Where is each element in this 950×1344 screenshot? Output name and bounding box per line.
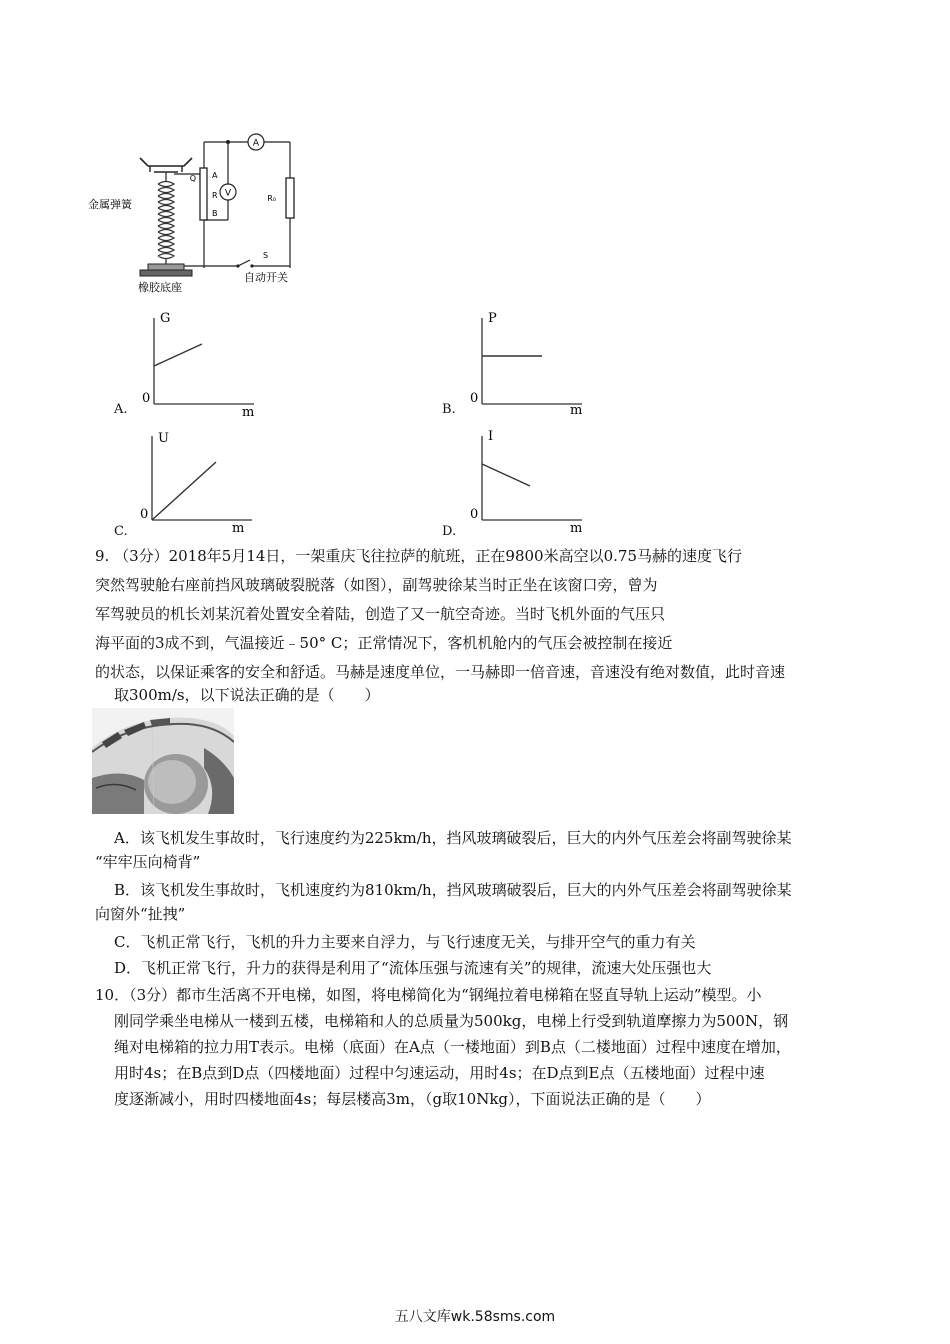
graph-option-c[interactable]: C. U 0 m bbox=[112, 428, 282, 540]
switch-label: 自动开关 bbox=[244, 271, 288, 284]
metal-spring bbox=[158, 172, 174, 264]
graph-d bbox=[464, 428, 608, 540]
airplane-photo bbox=[92, 708, 234, 814]
rubber-base bbox=[148, 264, 184, 270]
svg-text:R: R bbox=[212, 191, 218, 200]
svg-text:V: V bbox=[224, 188, 232, 199]
graph-line bbox=[482, 464, 530, 486]
svg-text:Q: Q bbox=[189, 174, 196, 183]
q9-option-a-cont: “牢牢压向椅背” bbox=[95, 853, 201, 871]
q10-line-2: 刚同学乘坐电梯从一楼到五楼，电梯箱和人的总质量为500kg，电梯上行受到轨道摩擦力为500N，钢 bbox=[114, 1012, 789, 1030]
svg-text:S: S bbox=[263, 251, 269, 260]
resistor-r bbox=[200, 168, 207, 220]
q9-line-6: 取300m/s，以下说法正确的是（ ） bbox=[114, 686, 380, 704]
svg-text:m: m bbox=[570, 403, 583, 418]
footer-watermark: 五八文库wk.58sms.com bbox=[394, 1309, 556, 1325]
q9-line-5: 的状态，以保证乘客的安全和舒适。马赫是速度单位，一马赫即一倍音速，音速没有绝对数值，此时音速 bbox=[95, 663, 786, 681]
q9-option-d[interactable]: D．飞机正常飞行，升力的获得是利用了“流体压强与流速有关”的规律，流速大处压强也大 bbox=[114, 959, 712, 977]
svg-text:A: A bbox=[252, 138, 260, 149]
svg-text:m: m bbox=[242, 405, 255, 418]
graph-option-b[interactable]: B. P 0 m bbox=[440, 308, 610, 418]
svg-text:0: 0 bbox=[140, 507, 149, 522]
svg-text:G: G bbox=[160, 311, 171, 326]
auto-switch bbox=[238, 260, 250, 266]
svg-text:m: m bbox=[570, 521, 583, 536]
graph-line bbox=[154, 344, 202, 366]
q9-line-2: 突然驾驶舱右座前挡风玻璃破裂脱落（如图），副驾驶徐某当时正坐在该窗口旁，曾为 bbox=[95, 576, 658, 594]
spring-label: 金属弹簧 bbox=[88, 198, 132, 211]
resistor-r0 bbox=[286, 178, 294, 218]
q9-option-b[interactable]: B．该飞机发生事故时，飞机速度约为810km/h，挡风玻璃破裂后，巨大的内外气压差会将副驾驶徐某 bbox=[114, 881, 792, 899]
svg-text:0: 0 bbox=[470, 391, 479, 406]
graph-option-a[interactable]: A. G 0 m bbox=[112, 308, 282, 418]
base-label: 橡胶底座 bbox=[138, 281, 182, 294]
q10-line-3: 绳对电梯箱的拉力用T表示。电梯（底面）在A点（一楼地面）到B点（二楼地面）过程中速度在增加， bbox=[114, 1038, 791, 1056]
graph-b bbox=[464, 308, 608, 418]
q9-line-4: 海平面的3成不到，气温接近﹣50° C；正常情况下，客机机舱内的气压会被控制在接近 bbox=[95, 634, 673, 652]
svg-text:I: I bbox=[488, 429, 494, 444]
svg-text:0: 0 bbox=[142, 391, 151, 406]
q10-line-5: 度逐渐减小，用时四楼地面4s；每层楼高3m，（g取10Nkg），下面说法正确的是（ ） bbox=[114, 1090, 711, 1108]
q9-option-a[interactable]: A．该飞机发生事故时，飞行速度约为225km/h，挡风玻璃破裂后，巨大的内外气压差会将副驾驶徐某 bbox=[114, 829, 792, 847]
graph-option-d[interactable]: D. I 0 m bbox=[440, 428, 610, 540]
circuit-diagram bbox=[88, 128, 318, 296]
q10-line-1: 10．（3分）都市生活离不开电梯，如图，将电梯简化为“钢绳拉着电梯箱在竖直导轨上运动”模型。小 bbox=[95, 986, 762, 1004]
graph-line bbox=[152, 462, 216, 520]
q10-line-4: 用时4s；在B点到D点（四楼地面）过程中匀速运动，用时4s；在D点到E点（五楼地面）过程中速 bbox=[114, 1064, 765, 1082]
q9-line-3: 军驾驶员的机长刘某沉着处置安全着陆，创造了又一航空奇迹。当时飞机外面的气压只 bbox=[95, 605, 666, 623]
q9-option-c[interactable]: C．飞机正常飞行，飞机的升力主要来自浮力，与飞行速度无关，与排开空气的重力有关 bbox=[114, 933, 696, 951]
q9-line-1: 9. （3分）2018年5月14日，一架重庆飞往拉萨的航班，正在9800米高空以0.75马赫的速度飞行 bbox=[95, 547, 743, 565]
graph-c bbox=[136, 428, 280, 540]
svg-text:0: 0 bbox=[470, 507, 479, 522]
svg-text:R₀: R₀ bbox=[267, 194, 276, 203]
scale-pan bbox=[140, 158, 192, 166]
svg-text:A: A bbox=[212, 171, 218, 180]
svg-text:U: U bbox=[158, 431, 169, 446]
svg-text:B: B bbox=[212, 209, 218, 218]
svg-text:m: m bbox=[232, 521, 245, 536]
q9-option-b-cont: 向窗外“扯拽” bbox=[95, 905, 186, 923]
svg-text:P: P bbox=[488, 311, 497, 326]
graph-a bbox=[136, 308, 280, 418]
